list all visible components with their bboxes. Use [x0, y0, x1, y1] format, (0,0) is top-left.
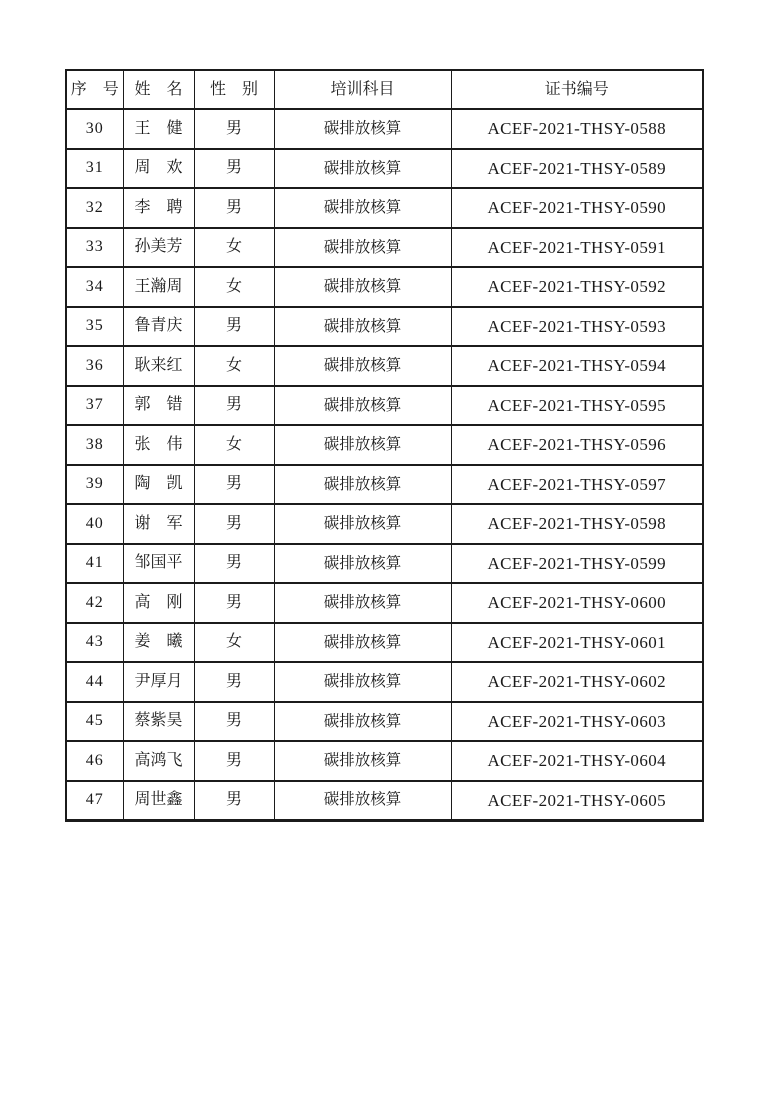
- header-row: [66, 70, 703, 109]
- cell-cert: ACEF-2021-THSY-0595: [451, 386, 703, 426]
- cell-name: 陶 凯: [123, 465, 194, 505]
- cell-cert: ACEF-2021-THSY-0603: [451, 702, 703, 742]
- cell-cert: ACEF-2021-THSY-0604: [451, 741, 703, 781]
- cell-gender: 男: [194, 741, 274, 781]
- cell-gender: 女: [194, 623, 274, 663]
- cell-gender: 男: [194, 583, 274, 623]
- column-header-subject: 培训科目: [274, 70, 451, 109]
- cell-gender: 男: [194, 504, 274, 544]
- cell-subject: 碳排放核算: [274, 109, 451, 149]
- cell-index: 39: [66, 465, 123, 505]
- cell-cert: ACEF-2021-THSY-0593: [451, 307, 703, 347]
- column-header-name: 姓 名: [123, 70, 194, 109]
- table-row: [66, 741, 703, 781]
- cell-subject: 碳排放核算: [274, 662, 451, 702]
- table-row: [66, 109, 703, 149]
- table-row: [66, 307, 703, 347]
- cell-cert: ACEF-2021-THSY-0600: [451, 583, 703, 623]
- table-row: [66, 149, 703, 189]
- cell-cert: ACEF-2021-THSY-0590: [451, 188, 703, 228]
- cell-cert: ACEF-2021-THSY-0601: [451, 623, 703, 663]
- cell-cert: ACEF-2021-THSY-0602: [451, 662, 703, 702]
- table-row: [66, 425, 703, 465]
- cell-subject: 碳排放核算: [274, 425, 451, 465]
- certificate-table: [65, 69, 704, 822]
- cell-index: 47: [66, 781, 123, 821]
- table-row: [66, 188, 703, 228]
- cell-name: 高 刚: [123, 583, 194, 623]
- cell-gender: 男: [194, 386, 274, 426]
- cell-cert: ACEF-2021-THSY-0588: [451, 109, 703, 149]
- cell-name: 高鸿飞: [123, 741, 194, 781]
- cell-gender: 男: [194, 702, 274, 742]
- cell-name: 鲁青庆: [123, 307, 194, 347]
- cell-index: 30: [66, 109, 123, 149]
- cell-subject: 碳排放核算: [274, 386, 451, 426]
- table-row: [66, 465, 703, 505]
- cell-index: 45: [66, 702, 123, 742]
- cell-subject: 碳排放核算: [274, 346, 451, 386]
- table-row: [66, 228, 703, 268]
- column-header-gender: 性 别: [194, 70, 274, 109]
- cell-subject: 碳排放核算: [274, 781, 451, 821]
- cell-index: 33: [66, 228, 123, 268]
- cell-gender: 男: [194, 544, 274, 584]
- cell-name: 李 聘: [123, 188, 194, 228]
- cell-subject: 碳排放核算: [274, 741, 451, 781]
- cell-name: 周 欢: [123, 149, 194, 189]
- cell-name: 周世鑫: [123, 781, 194, 821]
- cell-name: 姜 曦: [123, 623, 194, 663]
- cell-gender: 男: [194, 307, 274, 347]
- cell-subject: 碳排放核算: [274, 623, 451, 663]
- cell-subject: 碳排放核算: [274, 583, 451, 623]
- cell-index: 36: [66, 346, 123, 386]
- cell-cert: ACEF-2021-THSY-0605: [451, 781, 703, 821]
- table-row: [66, 702, 703, 742]
- cell-cert: ACEF-2021-THSY-0598: [451, 504, 703, 544]
- cell-subject: 碳排放核算: [274, 465, 451, 505]
- cell-cert: ACEF-2021-THSY-0597: [451, 465, 703, 505]
- cell-index: 46: [66, 741, 123, 781]
- cell-name: 蔡紫昊: [123, 702, 194, 742]
- cell-index: 37: [66, 386, 123, 426]
- cell-gender: 男: [194, 662, 274, 702]
- cell-index: 42: [66, 583, 123, 623]
- cell-name: 孙美芳: [123, 228, 194, 268]
- cell-gender: 男: [194, 109, 274, 149]
- cell-gender: 男: [194, 781, 274, 821]
- cell-name: 张 伟: [123, 425, 194, 465]
- cell-subject: 碳排放核算: [274, 307, 451, 347]
- table-row: [66, 346, 703, 386]
- cell-index: 41: [66, 544, 123, 584]
- table-row: [66, 504, 703, 544]
- cell-gender: 女: [194, 425, 274, 465]
- cell-name: 耿来红: [123, 346, 194, 386]
- cell-name: 王瀚周: [123, 267, 194, 307]
- cell-gender: 男: [194, 188, 274, 228]
- cell-index: 44: [66, 662, 123, 702]
- cell-cert: ACEF-2021-THSY-0592: [451, 267, 703, 307]
- cell-cert: ACEF-2021-THSY-0591: [451, 228, 703, 268]
- cell-subject: 碳排放核算: [274, 544, 451, 584]
- table-row: [66, 781, 703, 821]
- table-row: [66, 583, 703, 623]
- cell-name: 王 健: [123, 109, 194, 149]
- cell-subject: 碳排放核算: [274, 702, 451, 742]
- cell-gender: 女: [194, 228, 274, 268]
- cell-cert: ACEF-2021-THSY-0599: [451, 544, 703, 584]
- cell-index: 43: [66, 623, 123, 663]
- cell-index: 38: [66, 425, 123, 465]
- cell-name: 谢 军: [123, 504, 194, 544]
- table-row: [66, 544, 703, 584]
- table-body: [66, 109, 703, 820]
- cell-subject: 碳排放核算: [274, 188, 451, 228]
- cell-gender: 男: [194, 149, 274, 189]
- cell-subject: 碳排放核算: [274, 504, 451, 544]
- cell-gender: 男: [194, 465, 274, 505]
- column-header-index: 序 号: [66, 70, 123, 109]
- table-row: [66, 662, 703, 702]
- table-row: [66, 267, 703, 307]
- cell-cert: ACEF-2021-THSY-0596: [451, 425, 703, 465]
- column-header-cert: 证书编号: [451, 70, 703, 109]
- cell-index: 40: [66, 504, 123, 544]
- cell-name: 邹国平: [123, 544, 194, 584]
- cell-name: 尹厚月: [123, 662, 194, 702]
- table-row: [66, 386, 703, 426]
- table-row: [66, 623, 703, 663]
- cell-subject: 碳排放核算: [274, 228, 451, 268]
- cell-index: 31: [66, 149, 123, 189]
- cell-subject: 碳排放核算: [274, 267, 451, 307]
- cell-gender: 女: [194, 346, 274, 386]
- cell-index: 34: [66, 267, 123, 307]
- cell-subject: 碳排放核算: [274, 149, 451, 189]
- cell-cert: ACEF-2021-THSY-0589: [451, 149, 703, 189]
- cell-gender: 女: [194, 267, 274, 307]
- cell-index: 35: [66, 307, 123, 347]
- cell-name: 郭 错: [123, 386, 194, 426]
- cell-cert: ACEF-2021-THSY-0594: [451, 346, 703, 386]
- cell-index: 32: [66, 188, 123, 228]
